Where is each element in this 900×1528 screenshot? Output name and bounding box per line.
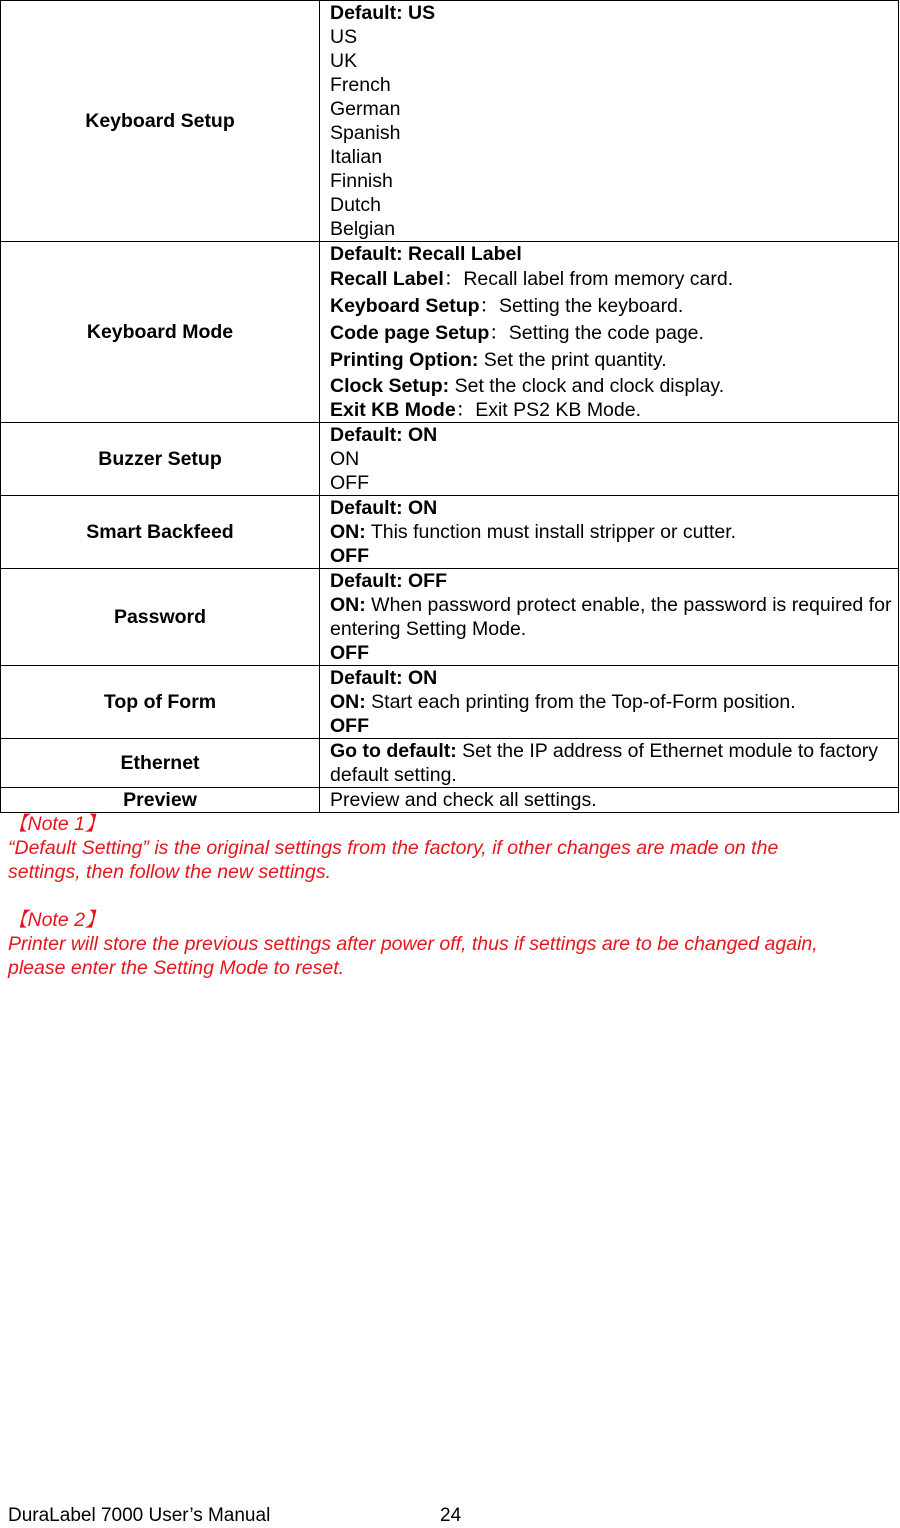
item-label: Recall Label [330, 268, 444, 290]
option-item: Finnish [330, 170, 393, 192]
on-text: This function must install stripper or cutter. [365, 521, 737, 543]
table-row [1, 1, 899, 242]
note-2-text: please enter the Setting Mode to reset. [8, 957, 345, 979]
default-value: Default: OFF [330, 570, 447, 592]
off-option: OFF [330, 715, 369, 737]
ethernet-label: Go to default: [330, 740, 457, 762]
option-item: ON [330, 448, 360, 470]
row-name: Preview [1, 788, 320, 813]
option-item: Spanish [330, 122, 401, 144]
default-value: Default: Recall Label [330, 243, 522, 265]
option-item: US [330, 26, 358, 48]
option-item: Italian [330, 146, 383, 168]
on-label: ON: [330, 594, 366, 616]
row-name: Password [1, 569, 320, 666]
on-option [330, 520, 894, 544]
page-number: 24 [440, 1505, 462, 1526]
default-value: Default: ON [330, 424, 438, 446]
row-name: Top of Form [1, 666, 320, 739]
item-label: Printing Option: [330, 349, 479, 371]
mode-item [330, 266, 894, 293]
page-footer [8, 1504, 462, 1528]
on-label: ON: [330, 691, 366, 713]
item-text: ：Recall label from memory card. [443, 268, 734, 290]
mode-item [330, 293, 894, 320]
item-text: ：Setting the keyboard. [479, 295, 684, 317]
option-item: UK [330, 50, 358, 72]
option-item: French [330, 74, 391, 96]
item-text: Set the print quantity. [478, 349, 667, 371]
row-description [320, 569, 899, 666]
option-item: German [330, 98, 401, 120]
row-description: Preview and check all settings. [320, 788, 899, 813]
row-name: Smart Backfeed [1, 496, 320, 569]
row-description [320, 496, 899, 569]
row-name: Buzzer Setup [1, 423, 320, 496]
item-label: Exit KB Mode [330, 399, 456, 421]
option-item: OFF [330, 472, 369, 494]
row-name: Keyboard Mode [1, 242, 320, 423]
item-text: ：Exit PS2 KB Mode. [455, 399, 642, 421]
on-option [330, 690, 894, 714]
table-row [1, 423, 899, 496]
off-option: OFF [330, 545, 369, 567]
mode-item [330, 374, 894, 398]
table-row [1, 788, 899, 813]
default-value: Default: ON [330, 497, 438, 519]
on-text: Start each printing from the Top-of-Form position. [365, 691, 796, 713]
note-1-text: settings, then follow the new settings. [8, 861, 332, 883]
option-item: Dutch [330, 194, 381, 216]
item-label: Keyboard Setup [330, 295, 480, 317]
row-name: Ethernet [1, 739, 320, 788]
option-item: Belgian [330, 218, 396, 240]
row-description [320, 242, 899, 423]
table-row [1, 569, 899, 666]
item-text: Set the clock and clock display. [449, 375, 725, 397]
note-1-text: “Default Setting” is the original settings from the factory, if other changes are made on the [8, 837, 779, 859]
mode-item [330, 320, 894, 347]
note-2-text: Printer will store the previous settings after power off, thus if settings are to be changed again, [8, 933, 818, 955]
ethernet-description [330, 739, 894, 787]
row-description [320, 1, 899, 242]
on-label: ON: [330, 521, 366, 543]
default-value: Default: ON [330, 667, 438, 689]
table-row [1, 242, 899, 423]
row-description [320, 423, 899, 496]
note-1-title: 【Note 1】 [8, 813, 105, 835]
item-text: ：Setting the code page. [489, 322, 704, 344]
ethernet-text: Set the IP address of Ethernet module to factory default setting. [330, 740, 879, 786]
row-description [320, 666, 899, 739]
row-description [320, 739, 899, 788]
on-option [330, 593, 894, 641]
item-label: Clock Setup: [330, 375, 450, 397]
note-2-title: 【Note 2】 [8, 909, 105, 931]
note-spacer [8, 884, 893, 908]
table-row [1, 496, 899, 569]
manual-title: DuraLabel 7000 User’s Manual [8, 1505, 271, 1526]
table-row [1, 666, 899, 739]
off-option: OFF [330, 642, 369, 664]
on-text: When password protect enable, the password is required for entering Setting Mode. [330, 594, 892, 640]
table-row [1, 739, 899, 788]
item-label: Code page Setup [330, 322, 490, 344]
default-value: Default: US [330, 2, 436, 24]
notes-section [8, 812, 893, 980]
mode-item [330, 398, 894, 422]
row-name: Keyboard Setup [1, 1, 320, 242]
mode-item [330, 347, 894, 374]
